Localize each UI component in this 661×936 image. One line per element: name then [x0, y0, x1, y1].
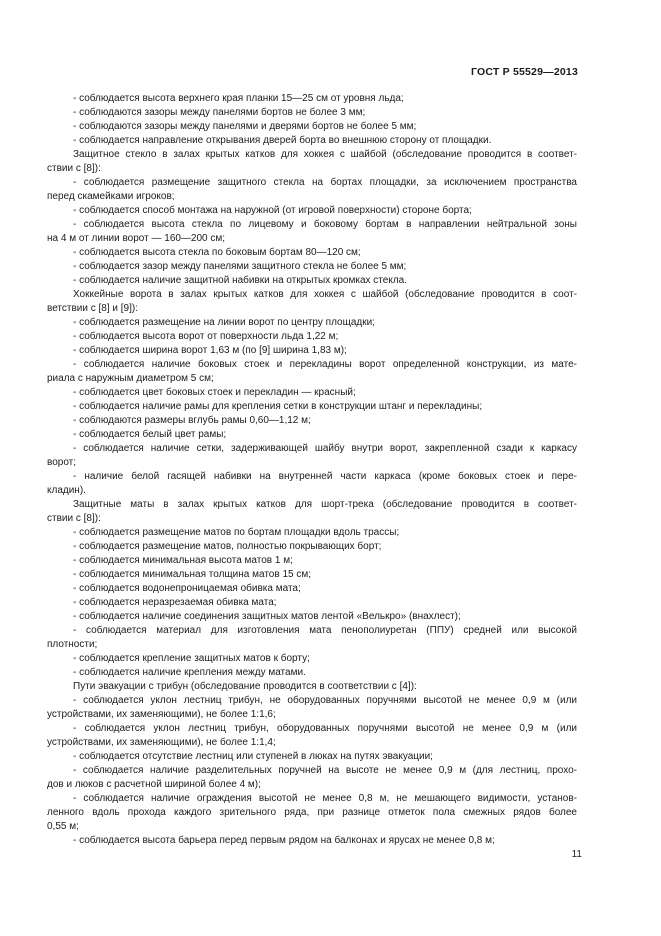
list-item: [47, 246, 577, 260]
text-line: 0,55 м;: [47, 821, 79, 832]
list-item: [47, 106, 577, 120]
text-line: плотности;: [47, 639, 98, 650]
list-item: [47, 386, 577, 400]
text-line: - соблюдается уклон лестниц трибун, оборудованных поручнями высотой не менее 0,9 м (или: [73, 723, 577, 734]
list-item: [47, 750, 577, 764]
list-item: [47, 764, 577, 792]
text-line: - соблюдается минимальная толщина матов 15 см;: [73, 569, 312, 580]
text-line: дов и люков с расчетной шириной более 4 м);: [47, 779, 261, 790]
text-line: - соблюдается наличие защитной набивки на открытых кромках стекла.: [73, 275, 407, 286]
text-line: - соблюдается высота верхнего края планки 15—25 см от уровня льда;: [73, 93, 404, 104]
text-line: - соблюдается размещение матов по бортам площадки вдоль трассы;: [73, 527, 400, 538]
list-item: [47, 554, 577, 568]
paragraph: [47, 498, 577, 526]
text-line: устройствами, их заменяющими), не более 1:1,4;: [47, 737, 276, 748]
paragraph: [47, 148, 577, 176]
text-line: Защитное стекло в залах крытых катков для хоккея с шайбой (обследование проводится в соответ-: [73, 149, 577, 160]
text-line: - соблюдается отсутствие лестниц или ступеней в люках на путях эвакуации;: [73, 751, 433, 762]
document-body: [47, 92, 577, 848]
list-item: [47, 330, 577, 344]
list-item: [47, 358, 577, 386]
list-item: [47, 596, 577, 610]
text-line: - соблюдается размещение защитного стекла на бортах площадки, за исключением пространства: [73, 177, 577, 188]
list-item: [47, 414, 577, 428]
text-line: - соблюдаются зазоры между панелями бортов не более 3 мм;: [73, 107, 366, 118]
list-item: [47, 470, 577, 498]
list-item: [47, 722, 577, 750]
text-line: - соблюдается наличие ограждения высотой не менее 0,8 м, не мешающего видимости, установ-: [73, 793, 577, 804]
list-item: [47, 526, 577, 540]
text-line: - наличие белой гасящей набивки на внутренней части каркаса (кроме боковых стоек и пере-: [73, 471, 577, 482]
text-line: - соблюдается наличие соединения защитных матов лентой «Велькро» (внахлест);: [73, 611, 461, 622]
list-item: [47, 624, 577, 652]
text-line: ворот;: [47, 457, 77, 468]
list-item: [47, 344, 577, 358]
text-line: ствии с [8]):: [47, 163, 101, 174]
text-line: - соблюдается наличие сетки, задерживающей шайбу внутри ворот, закрепленной сзади к каркасу: [73, 443, 577, 454]
text-line: - соблюдается цвет боковых стоек и перекладин — красный;: [73, 387, 356, 398]
text-line: устройствами, их заменяющими), не более 1:1,6;: [47, 709, 276, 720]
text-line: - соблюдается крепление защитных матов к борту;: [73, 653, 310, 664]
list-item: [47, 204, 577, 218]
text-line: - соблюдается материал для изготовления мата пенополиуретан (ППУ) средней или высокой: [73, 625, 577, 636]
list-item: [47, 834, 577, 848]
text-line: - соблюдается высота стекла по боковым бортам 80—120 см;: [73, 247, 361, 258]
text-line: Хоккейные ворота в залах крытых катков для хоккея с шайбой (обследование проводится в соот-: [73, 289, 577, 300]
text-line: Защитные маты в залах крытых катков для шорт-трека (обследование проводится в соответ-: [73, 499, 577, 510]
list-item: [47, 652, 577, 666]
text-line: риала с наружным диаметром 5 см;: [47, 373, 214, 384]
text-line: - соблюдается неразрезаемая обивка мата;: [73, 597, 277, 608]
paragraph: [47, 288, 577, 316]
list-item: [47, 568, 577, 582]
text-line: на 4 м от линии ворот — 160—200 см;: [47, 233, 226, 244]
text-line: - соблюдается водонепроницаемая обивка мата;: [73, 583, 301, 594]
text-line: - соблюдается наличие крепления между матами.: [73, 667, 306, 678]
page-number: 11: [571, 849, 582, 860]
list-item: [47, 442, 577, 470]
text-line: - соблюдается размещение матов, полностью покрывающих борт;: [73, 541, 382, 552]
list-item: [47, 260, 577, 274]
text-line: - соблюдается высота стекла по лицевому и боковому бортам в направлении нейтральной зоны: [73, 219, 577, 230]
text-line: - соблюдается высота ворот от поверхности льда 1,22 м;: [73, 331, 339, 342]
list-item: [47, 428, 577, 442]
paragraph: [47, 680, 577, 694]
list-item: [47, 610, 577, 624]
list-item: [47, 316, 577, 330]
text-line: - соблюдается размещение на линии ворот по центру площадки;: [73, 317, 375, 328]
text-line: - соблюдается зазор между панелями защитного стекла не более 5 мм;: [73, 261, 407, 272]
list-item: [47, 582, 577, 596]
text-line: - соблюдается наличие разделительных поручней на высоте не менее 0,9 м (для лестниц, прохо-: [73, 765, 577, 776]
text-line: - соблюдается наличие рамы для крепления сетки в конструкции штанг и перекладины;: [73, 401, 483, 412]
list-item: [47, 540, 577, 554]
list-item: [47, 694, 577, 722]
text-line: Пути эвакуации с трибун (обследование проводится в соответствии с [4]):: [73, 681, 417, 692]
list-item: [47, 792, 577, 834]
text-line: - соблюдается минимальная высота матов 1 м;: [73, 555, 293, 566]
text-line: - соблюдается ширина ворот 1,63 м (по [9] ширина 1,83 м);: [73, 345, 347, 356]
text-line: - соблюдается наличие боковых стоек и перекладины ворот определенной конструкции, из мате-: [73, 359, 577, 370]
list-item: [47, 92, 577, 106]
text-line: ленного вдоль прохода каждого зрительного ряда, при разнице отметок пола смежных рядов более: [47, 807, 577, 818]
text-line: - соблюдается высота барьера перед первым рядом на балконах и ярусах не менее 0,8 м;: [73, 835, 495, 846]
text-line: кладин).: [47, 485, 86, 496]
list-item: [47, 176, 577, 204]
text-line: ствии с [8]):: [47, 513, 101, 524]
list-item: [47, 666, 577, 680]
text-line: - соблюдается белый цвет рамы;: [73, 429, 227, 440]
list-item: [47, 218, 577, 246]
text-line: - соблюдаются зазоры между панелями и дверями бортов не более 5 мм;: [73, 121, 417, 132]
text-line: - соблюдается способ монтажа на наружной (от игровой поверхности) стороне борта;: [73, 205, 472, 216]
text-line: - соблюдаются размеры вглубь рамы 0,60—1,12 м;: [73, 415, 311, 426]
text-line: перед скамейками игроков;: [47, 191, 175, 202]
list-item: [47, 274, 577, 288]
text-line: ветствии с [8] и [9]):: [47, 303, 139, 314]
text-line: - соблюдается уклон лестниц трибун, не оборудованных поручнями высотой не менее 0,9 м (или: [73, 695, 577, 706]
running-header: ГОСТ Р 55529—2013: [470, 66, 578, 78]
list-item: [47, 120, 577, 134]
list-item: [47, 400, 577, 414]
text-line: - соблюдается направление открывания дверей борта во внешнюю сторону от площадки.: [73, 135, 492, 146]
list-item: [47, 134, 577, 148]
